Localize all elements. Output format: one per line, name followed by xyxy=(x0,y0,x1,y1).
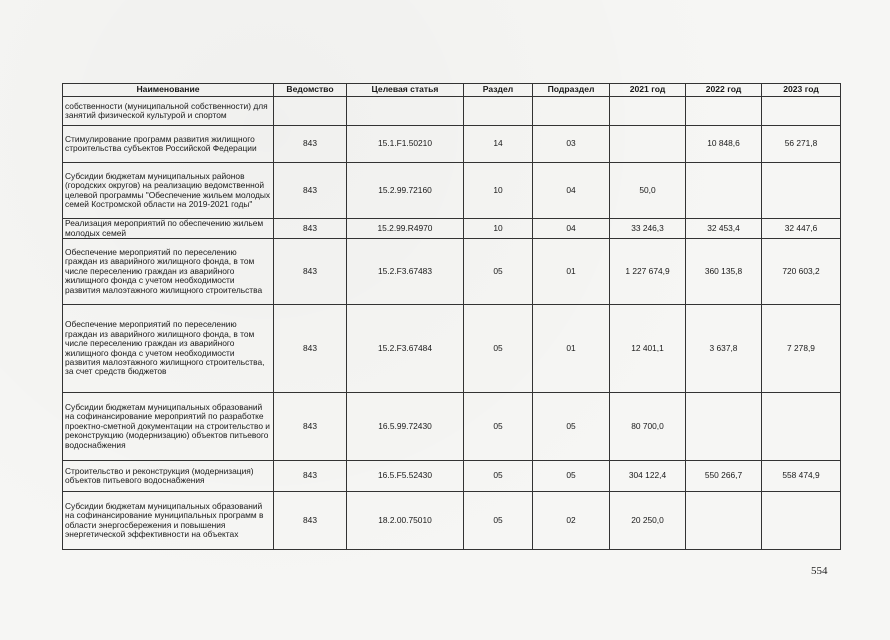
cell-dept: 843 xyxy=(274,163,347,219)
cell-dept: 843 xyxy=(274,219,347,239)
cell-name: Обеспечение мероприятий по переселению граждан из аварийного жилищного фонда, в том числе переселению граждан из аварийного жилищного фонда с учетом необходимости развития малоэтажного жилищного строительства xyxy=(63,239,274,305)
cell-subsection: 03 xyxy=(533,126,610,163)
cell-article: 15.2.99.R4970 xyxy=(347,219,464,239)
cell-2023: 56 271,8 xyxy=(762,126,841,163)
cell-2023: 7 278,9 xyxy=(762,305,841,393)
cell-subsection xyxy=(533,97,610,126)
cell-2021: 1 227 674,9 xyxy=(610,239,686,305)
cell-dept xyxy=(274,97,347,126)
cell-2023 xyxy=(762,393,841,461)
cell-subsection: 01 xyxy=(533,305,610,393)
cell-article: 15.1.F1.50210 xyxy=(347,126,464,163)
cell-2022: 32 453,4 xyxy=(686,219,762,239)
table-row xyxy=(63,239,841,305)
cell-subsection: 05 xyxy=(533,461,610,492)
cell-subsection: 05 xyxy=(533,393,610,461)
cell-2023: 558 474,9 xyxy=(762,461,841,492)
cell-2022 xyxy=(686,163,762,219)
cell-2022: 550 266,7 xyxy=(686,461,762,492)
cell-section: 05 xyxy=(464,461,533,492)
cell-2022 xyxy=(686,393,762,461)
header-dept: Ведомство xyxy=(274,84,347,97)
cell-2022: 3 637,8 xyxy=(686,305,762,393)
cell-subsection: 02 xyxy=(533,492,610,550)
cell-subsection: 04 xyxy=(533,219,610,239)
table-row xyxy=(63,219,841,239)
header-2023: 2023 год xyxy=(762,84,841,97)
cell-name: Строительство и реконструкция (модернизация) объектов питьевого водоснабжения xyxy=(63,461,274,492)
table-header-row xyxy=(63,84,841,97)
cell-article: 18.2.00.75010 xyxy=(347,492,464,550)
cell-2023 xyxy=(762,97,841,126)
table-row xyxy=(63,492,841,550)
cell-dept: 843 xyxy=(274,492,347,550)
header-section: Раздел xyxy=(464,84,533,97)
cell-2023 xyxy=(762,492,841,550)
cell-2021: 20 250,0 xyxy=(610,492,686,550)
cell-2021 xyxy=(610,126,686,163)
table-row xyxy=(63,393,841,461)
cell-2023: 32 447,6 xyxy=(762,219,841,239)
cell-dept: 843 xyxy=(274,461,347,492)
table-row xyxy=(63,305,841,393)
table-row xyxy=(63,461,841,492)
cell-article: 15.2.F3.67483 xyxy=(347,239,464,305)
budget-table xyxy=(62,83,841,550)
page-number: 554 xyxy=(811,565,828,577)
cell-2021: 12 401,1 xyxy=(610,305,686,393)
header-2022: 2022 год xyxy=(686,84,762,97)
cell-name: Субсидии бюджетам муниципальных районов (городских округов) на реализацию ведомственной целевой программы "Обеспечение жильем молодых семей Костромской области на 2019-2021 годы" xyxy=(63,163,274,219)
cell-article xyxy=(347,97,464,126)
cell-subsection: 01 xyxy=(533,239,610,305)
header-2021: 2021 год xyxy=(610,84,686,97)
cell-section: 14 xyxy=(464,126,533,163)
cell-2021: 50,0 xyxy=(610,163,686,219)
cell-section: 05 xyxy=(464,492,533,550)
cell-2021 xyxy=(610,97,686,126)
cell-2023 xyxy=(762,163,841,219)
cell-2022 xyxy=(686,492,762,550)
header-name: Наименование xyxy=(63,84,274,97)
cell-article: 16.5.F5.52430 xyxy=(347,461,464,492)
cell-section xyxy=(464,97,533,126)
cell-section: 10 xyxy=(464,219,533,239)
cell-dept: 843 xyxy=(274,239,347,305)
cell-dept: 843 xyxy=(274,305,347,393)
cell-name: Реализация мероприятий по обеспечению жильем молодых семей xyxy=(63,219,274,239)
cell-article: 16.5.99.72430 xyxy=(347,393,464,461)
cell-name: Обеспечение мероприятий по переселению граждан из аварийного жилищного фонда, в том числе переселению граждан из аварийного жилищного фонда с учетом необходимости развития малоэтажного жилищного строительства, за счет средств бюджетов xyxy=(63,305,274,393)
header-article: Целевая статья xyxy=(347,84,464,97)
table-row xyxy=(63,126,841,163)
header-subsection: Подраздел xyxy=(533,84,610,97)
cell-2021: 80 700,0 xyxy=(610,393,686,461)
cell-article: 15.2.99.72160 xyxy=(347,163,464,219)
cell-name: Стимулирование программ развития жилищного строительства субъектов Российской Федерации xyxy=(63,126,274,163)
cell-2021: 304 122,4 xyxy=(610,461,686,492)
cell-2022 xyxy=(686,97,762,126)
cell-article: 15.2.F3.67484 xyxy=(347,305,464,393)
cell-2022: 360 135,8 xyxy=(686,239,762,305)
cell-section: 05 xyxy=(464,239,533,305)
table-row xyxy=(63,97,841,126)
cell-2022: 10 848,6 xyxy=(686,126,762,163)
cell-dept: 843 xyxy=(274,126,347,163)
cell-name: Субсидии бюджетам муниципальных образований на софинансирование муниципальных программ в области энергосбережения и повышения энергетической эффективности на объектах xyxy=(63,492,274,550)
cell-name: Субсидии бюджетам муниципальных образований на софинансирование мероприятий по разработке проектно-сметной документации на строительство и реконструкцию (модернизацию) объектов питьевого водоснабжения xyxy=(63,393,274,461)
table-row xyxy=(63,163,841,219)
cell-name: собственности (муниципальной собственности) для занятий физической культурой и спортом xyxy=(63,97,274,126)
cell-section: 05 xyxy=(464,305,533,393)
cell-section: 10 xyxy=(464,163,533,219)
cell-2023: 720 603,2 xyxy=(762,239,841,305)
cell-subsection: 04 xyxy=(533,163,610,219)
cell-dept: 843 xyxy=(274,393,347,461)
cell-section: 05 xyxy=(464,393,533,461)
cell-2021: 33 246,3 xyxy=(610,219,686,239)
